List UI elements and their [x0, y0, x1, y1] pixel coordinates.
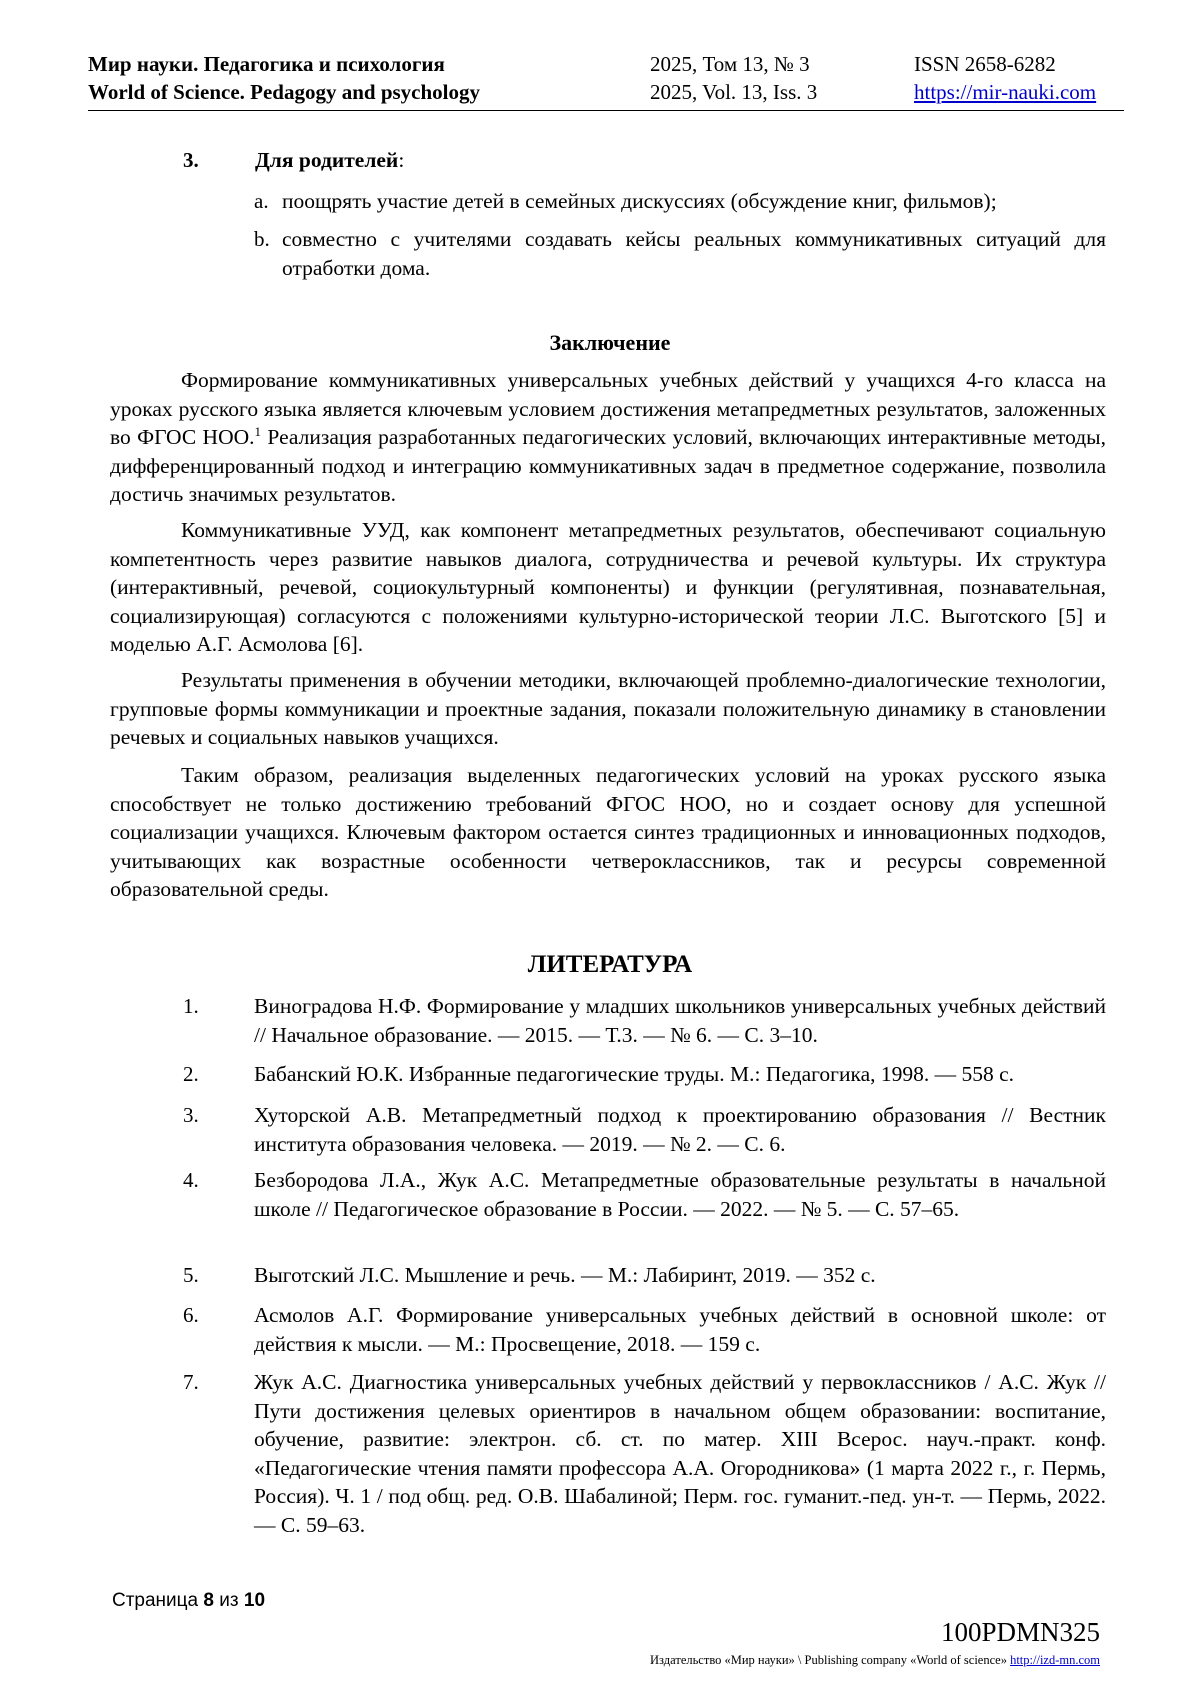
reference-item: Бабанский Ю.К. Избранные педагогические труды. М.: Педагогика, 1998. — 558 с.	[254, 1062, 1015, 1086]
reference-number: 3.	[183, 1103, 199, 1127]
sublist-item: поощрять участие детей в семейных дискуссиях (обсуждение книг, фильмов);	[282, 189, 997, 213]
reference-number: 1.	[183, 994, 199, 1018]
list-heading	[255, 146, 1105, 175]
paragraph: Коммуникативные УУД, как компонент метапредметных результатов, обеспечивают социальную компетентность через развитие навыков диалога, сотрудничества и речевой культуры. Их структура (интерактивный, речевой, социокультурный компоненты) и функции (регулятивная, познавательная, социализирующая) согласуются с положениями культурно-исторической теории Л.С. Выготского [5] и моделью А.Г. Асмолова [6].	[110, 518, 1106, 656]
footnote-marker: 1	[254, 423, 262, 439]
page-counter-mid: из	[213, 1590, 244, 1611]
page-counter-prefix: Страница	[112, 1590, 204, 1611]
publisher-name: Издательство «Мир науки» \ Publishing company «World of science»	[650, 1653, 1011, 1667]
issue-info	[650, 50, 817, 106]
list-number: 3.	[183, 148, 199, 172]
issn: ISSN 2658-6282	[914, 52, 1056, 76]
paragraph: Таким образом, реализация выделенных педагогических условий на уроках русского языка способствует не только достижению требований ФГОС НОО, но и создает основу для успешной социализации учащихся. Ключевым фактором остается синтез традиционных и инновационных подходов, учитывающих как возрастные особенности четвероклассников, так и ресурсы современной образовательной среды.	[110, 763, 1106, 901]
paragraph-text: Реализация разработанных педагогических условий, включающих интерактивные методы, дифференцированный подход и интеграцию коммуникативных задач в предметное содержание, позволила достичь значимых результатов.	[110, 425, 1106, 506]
section-title: Заключение	[549, 330, 671, 355]
page-total: 10	[243, 1590, 266, 1611]
page-current: 8	[203, 1590, 214, 1611]
reference-item: Безбородова Л.А., Жук А.С. Метапредметные образовательные результаты в начальной школе // Педагогическое образование в России. — 2022. — № 5. — С. 57–65.	[254, 1168, 1106, 1221]
reference-number: 5.	[183, 1263, 199, 1287]
running-header	[88, 50, 1124, 111]
list-heading-colon: :	[398, 148, 405, 172]
journal-title	[88, 50, 480, 106]
journal-website-link[interactable]: https://mir-nauki.com	[914, 80, 1097, 104]
paragraph: Результаты применения в обучении методики, включающей проблемно-диалогические технологии, групповые формы коммуникации и проектные задания, показали положительную динамику в становлении речевых и социальных навыков учащихся.	[110, 668, 1106, 749]
page-counter	[112, 1589, 265, 1613]
sublist-letter: b.	[254, 227, 270, 251]
reference-number: 6.	[183, 1303, 199, 1327]
sublist-item: совместно с учителями создавать кейсы реальных коммуникативных ситуаций для отработки дома.	[282, 227, 1106, 280]
publisher-line	[650, 1652, 1100, 1668]
paragraph-text: Формирование коммуникативных универсальных учебных действий у учащихся 4-го класса на уроках русского языка является ключевым условием достижения метапредметных результатов, заложенных во ФГОС НОО.	[110, 368, 1106, 449]
reference-number: 4.	[183, 1168, 199, 1192]
reference-number: 2.	[183, 1062, 199, 1086]
issn-info	[914, 50, 1096, 106]
reference-item: Хуторской А.В. Метапредметный подход к проектированию образования // Вестник института образования человека. — 2019. — № 2. — С. 6.	[254, 1103, 1106, 1156]
issue-ru: 2025, Том 13, № 3	[650, 52, 810, 76]
issue-en: 2025, Vol. 13, Iss. 3	[650, 80, 818, 104]
references-title: ЛИТЕРАТУРА	[527, 951, 693, 978]
paragraph	[110, 366, 1106, 509]
reference-item: Асмолов А.Г. Формирование универсальных учебных действий в основной школе: от действия к мысли. — М.: Просвещение, 2018. — 159 с.	[254, 1303, 1106, 1356]
reference-item: Виноградова Н.Ф. Формирование у младших школьников универсальных учебных действий // Начальное образование. — 2015. — Т.3. — № 6. — С. 3–10.	[254, 994, 1106, 1047]
sublist-letter: a.	[254, 189, 269, 213]
list-heading-title: Для родителей	[255, 148, 399, 172]
publisher-link[interactable]: http://izd-mn.com	[1010, 1653, 1100, 1667]
reference-item: Жук А.С. Диагностика универсальных учебных действий у первоклассников / А.С. Жук // Пути достижения целевых ориентиров в начальном общем образовании: воспитание, обучение, развитие: электрон. сб. ст. по матер. XIII Всерос. науч.-практ. конф. «Педагогические чтения памяти профессора А.А. Огородникова» (1 марта 2022 г., г. Пермь, Россия). Ч. 1 / под общ. ред. О.В. Шабалиной; Перм. гос. гуманит.-пед. ун-т. — Пермь, 2022. — С. 59–63.	[254, 1370, 1106, 1537]
journal-title-en: World of Science. Pedagogy and psychology	[88, 80, 481, 104]
journal-title-ru: Мир науки. Педагогика и психология	[88, 52, 445, 76]
reference-number: 7.	[183, 1370, 199, 1394]
reference-item: Выготский Л.С. Мышление и речь. — М.: Лабиринт, 2019. — 352 с.	[254, 1263, 876, 1287]
article-code: 100PDMN325	[940, 1617, 1100, 1647]
